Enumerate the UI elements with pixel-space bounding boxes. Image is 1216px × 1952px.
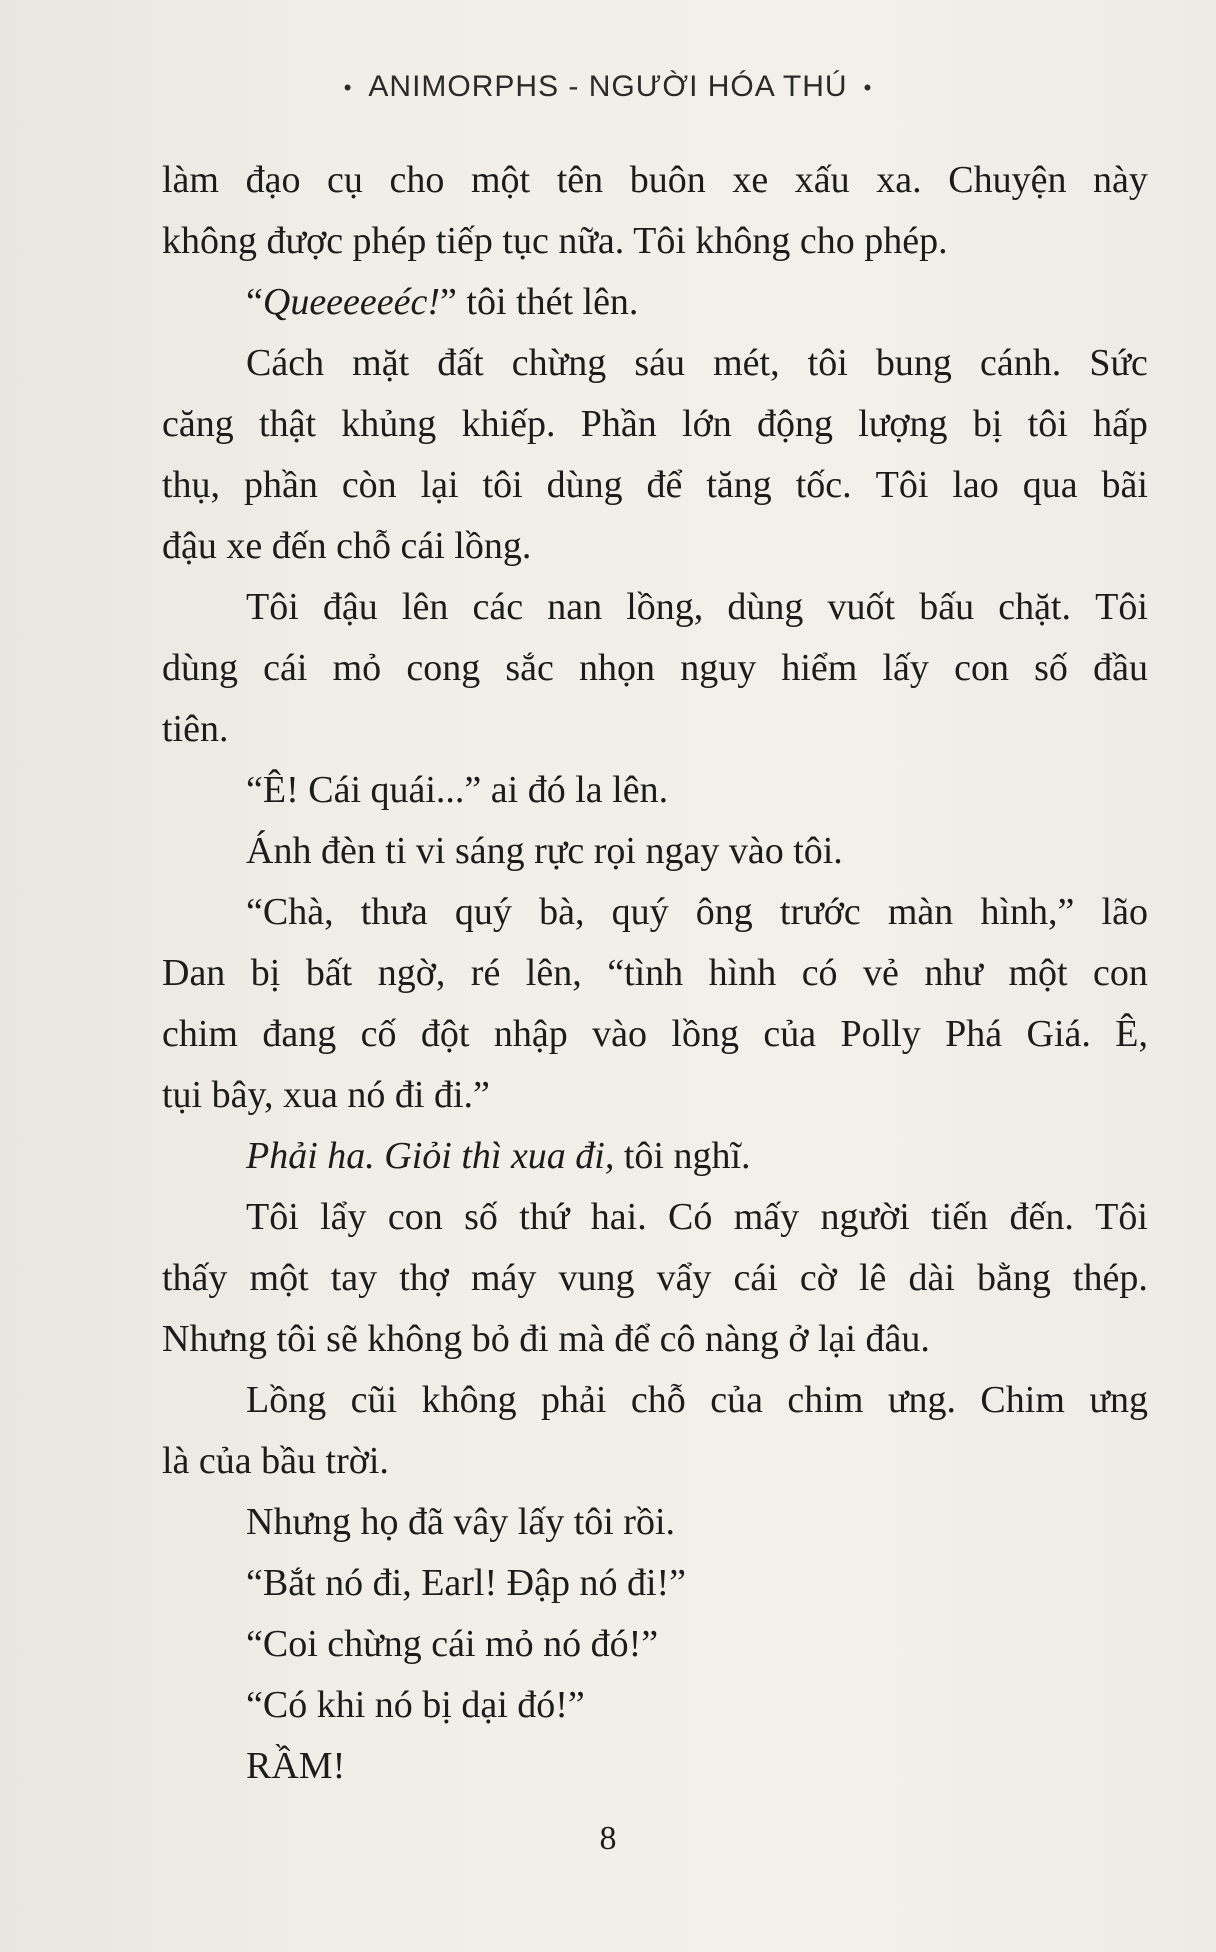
header-title: ANIMORPHS - NGƯỜI HÓA THÚ — [368, 70, 848, 103]
text-line: Phải ha. Giỏi thì xua đi, tôi nghĩ. — [246, 1135, 751, 1177]
text-line: Nhưng tôi sẽ không bỏ đi mà để cô nàng ở lại đâu. — [162, 1318, 930, 1360]
text-line: làm đạo cụ cho một tên buôn xe xấu xa. Chuyện này — [162, 159, 1148, 201]
text-line: Tôi đậu lên các nan lồng, dùng vuốt bấu chặt. Tôi — [246, 586, 1148, 628]
text-line: đậu xe đến chỗ cái lồng. — [162, 525, 532, 567]
text-line: thụ, phần còn lại tôi dùng để tăng tốc. Tôi lao qua bãi — [162, 464, 1148, 506]
text-line: “ Queeeeeéc! ” tôi thét lên. — [246, 281, 639, 323]
text-line: Tôi lẩy con số thứ hai. Có mấy người tiến đến. Tôi — [246, 1196, 1148, 1238]
text-line: “Coi chừng cái mỏ nó đó!” — [246, 1623, 659, 1665]
text-line: RẦM! — [246, 1745, 346, 1787]
text-line: Ánh đèn ti vi sáng rực rọi ngay vào tôi. — [246, 830, 843, 872]
text-line: là của bầu trời. — [162, 1440, 389, 1482]
text-line: Nhưng họ đã vây lấy tôi rồi. — [246, 1501, 676, 1543]
text-line: tiên. — [162, 708, 229, 750]
running-header — [0, 70, 1216, 104]
header-dot-left: • — [343, 75, 353, 101]
text-line: “Chà, thưa quý bà, quý ông trước màn hình,” lão — [246, 891, 1148, 933]
text-line: dùng cái mỏ cong sắc nhọn nguy hiểm lấy con số đầu — [162, 647, 1148, 689]
text-line: chim đang cố đột nhập vào lồng của Polly Phá Giá. Ê, — [162, 1013, 1148, 1055]
text-line: Dan bị bất ngờ, ré lên, “tình hình có vẻ như một con — [162, 952, 1148, 994]
text-line: “Bắt nó đi, Earl! Đập nó đi!” — [246, 1562, 687, 1604]
text-line: căng thật khủng khiếp. Phần lớn động lượng bị tôi hấp — [162, 403, 1148, 445]
body-text — [162, 150, 1148, 1797]
page-number: 8 — [599, 1820, 617, 1857]
text-line: không được phép tiếp tục nữa. Tôi không cho phép. — [162, 220, 948, 262]
text-line: “Ê! Cái quái...” ai đó la lên. — [246, 769, 669, 811]
text-line: tụi bây, xua nó đi đi.” — [162, 1074, 490, 1116]
header-dot-right: • — [863, 75, 873, 101]
text-line: Lồng cũi không phải chỗ của chim ưng. Chim ưng — [246, 1379, 1148, 1421]
text-line: Cách mặt đất chừng sáu mét, tôi bung cánh. Sức — [246, 342, 1148, 384]
text-line: thấy một tay thợ máy vung vẩy cái cờ lê dài bằng thép. — [162, 1257, 1148, 1299]
text-line: “Có khi nó bị dại đó!” — [246, 1684, 585, 1726]
